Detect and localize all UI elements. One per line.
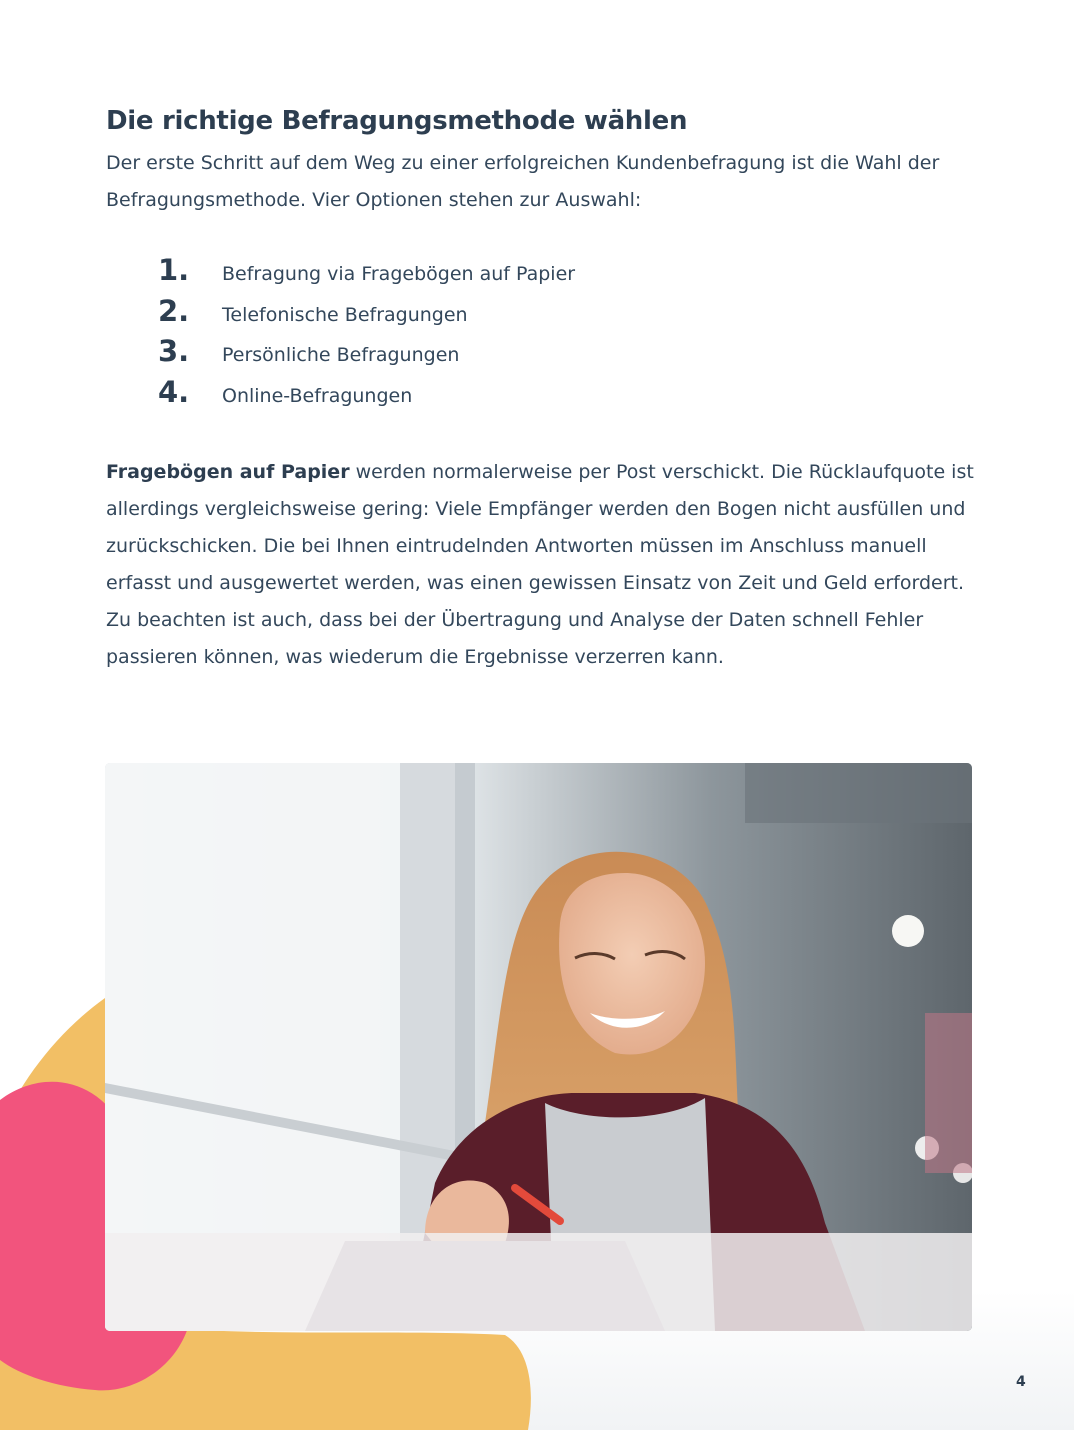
option-label: Online-Befragungen xyxy=(222,384,413,407)
woman-smiling-photo xyxy=(105,763,972,1331)
page-title: Die richtige Befragungsmethode wählen xyxy=(106,106,688,136)
paragraph-lead: Fragebögen auf Papier xyxy=(106,461,350,483)
option-label: Persönliche Befragungen xyxy=(222,344,460,366)
option-label: Telefonische Befragungen xyxy=(222,303,468,326)
option-number: 2. xyxy=(158,293,190,328)
paper-survey-paragraph xyxy=(106,454,986,676)
intro-paragraph: Der erste Schritt auf dem Weg zu einer erfolgreichen Kundenbefragung ist die Wahl der Befragungsmethode. Vier Optionen stehen zur Auswahl: xyxy=(106,152,940,211)
option-number: 3. xyxy=(158,334,190,368)
option-number: 4. xyxy=(158,374,190,409)
page-number: 4 xyxy=(1016,1374,1026,1390)
paragraph-body: werden normalerweise per Post verschickt. Die Rücklaufquote ist allerdings vergleichsweise gering: Viele Empfänger werden den Bogen nicht ausfüllen und zurückschicken. Die bei Ihnen eintrudelnden Antworten müssen im Anschluss manuell erfasst und ausgewertet werden, was einen gewissen Einsatz von Zeit und Geld erfordert. Zu beachten ist auch, dass bei der Übertragung und Analyse der Daten schnell Fehler passieren können, was wiederum die Ergebnisse verzerren kann. xyxy=(106,461,974,668)
option-number: 1. xyxy=(158,253,190,287)
option-label: Befragung via Fragebögen auf Papier xyxy=(222,263,576,285)
